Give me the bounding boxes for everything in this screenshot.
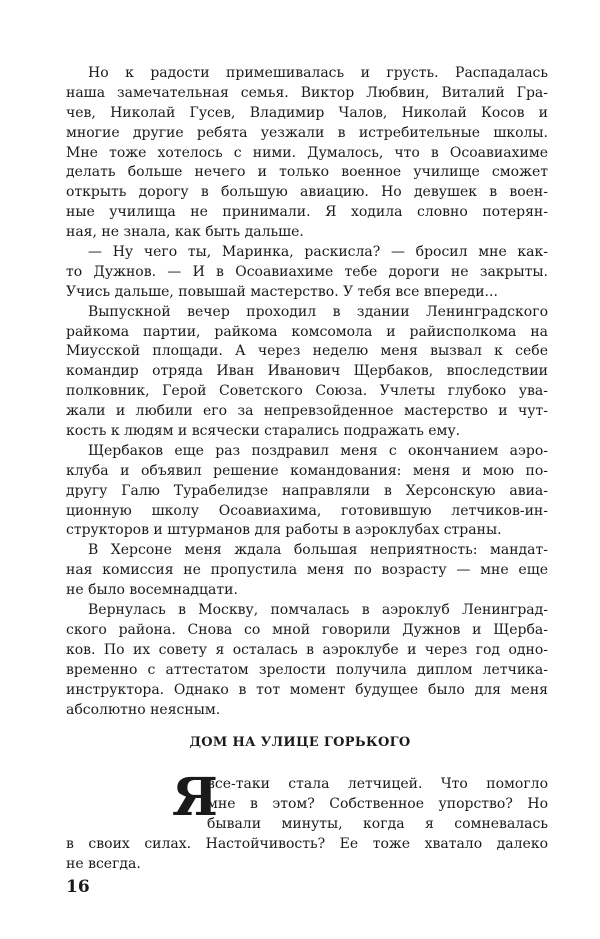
text-line: ского района. Снова со мной говорили Дужнов и Щерба- bbox=[66, 621, 548, 638]
text-line: не было восемнадцати. bbox=[66, 582, 238, 599]
text-line: Вернулась в Москву, помчалась в аэроклуб Ленинград- bbox=[88, 602, 548, 619]
text-line: Миусской площади. А через неделю меня вызвал к себе bbox=[66, 343, 548, 360]
text-line: не всегда. bbox=[66, 855, 141, 872]
text-line: временно с аттестатом зрелости получила диплом летчика- bbox=[66, 661, 548, 678]
text-line: — Ну чего ты, Маринка, раскисла? — бросил мне как- bbox=[88, 244, 548, 261]
drop-cap: Я bbox=[172, 767, 218, 828]
text-line: чев, Николай Гусев, Владимир Чалов, Николай Косов и bbox=[66, 104, 548, 121]
text-line: наша замечательная семья. Виктор Любвин, Виталий Гра- bbox=[66, 84, 548, 101]
text-line: многие другие ребята уезжали в истребительные школы. bbox=[66, 124, 548, 141]
text-line: ционную школу Осоавиахима, готовившую летчиков-ин- bbox=[66, 502, 548, 519]
text-line: Выпускной вечер проходил в здании Ленинградского bbox=[88, 303, 548, 320]
page-number: 16 bbox=[66, 877, 90, 897]
text-line: райкома партии, райкома комсомола и райисполкома на bbox=[66, 323, 548, 340]
text-line: делать больше нечего и только военное училище сможет bbox=[66, 164, 548, 181]
text-line: Мне тоже хотелось с ними. Думалось, что в Осоавиахиме bbox=[66, 144, 548, 161]
text-line: Щербаков еще раз поздравил меня с окончанием аэро- bbox=[88, 442, 548, 459]
text-line: в своих силах. Настойчивость? Ее тоже хватало далеко bbox=[66, 835, 548, 852]
text-line: клуба и объявил решение командования: меня и мою по- bbox=[66, 462, 548, 479]
text-line: Учись дальше, повышай мастерство. У тебя все впереди... bbox=[66, 283, 498, 300]
text-line: структоров и штурманов для работы в аэроклубах страны. bbox=[66, 522, 502, 539]
text-line: Но к радости примешивалась и грусть. Распадалась bbox=[88, 65, 548, 81]
text-line: В Херсоне меня ждала большая неприятность: мандат- bbox=[88, 542, 548, 559]
text-line: полковник, Герой Советского Союза. Учлеты глубоко ува- bbox=[66, 383, 548, 400]
text-line: мне в этом? Собственное упорство? Но bbox=[207, 795, 548, 812]
text-line: ная комиссия не пропустила меня по возрасту — мне еще bbox=[66, 562, 548, 579]
text-line: ная, не знала, как быть дальше. bbox=[66, 224, 304, 241]
paragraph bbox=[66, 243, 548, 303]
text-line: ные училища не принимали. Я ходила словно потерян- bbox=[66, 204, 548, 221]
text-line: открыть дорогу в большую авиацию. Но девушек в воен- bbox=[66, 184, 548, 201]
paragraph bbox=[66, 601, 548, 720]
text-line: то Дужнов. — И в Осоавиахиме тебе дороги не закрыты. bbox=[66, 263, 548, 280]
text-line: командир отряда Иван Иванович Щербаков, впоследствии bbox=[66, 363, 548, 380]
text-line: абсолютно неясным. bbox=[66, 701, 221, 718]
text-line: все-таки стала летчицей. Что помогло bbox=[207, 776, 548, 792]
paragraph bbox=[66, 541, 548, 601]
text-line: ков. По их совету я осталась в аэроклубе и через год одно- bbox=[66, 641, 548, 658]
text-line: жали и любили его за непревзойденное мастерство и чут- bbox=[66, 403, 548, 420]
paragraph bbox=[66, 303, 548, 442]
section-heading: ДОМ НА УЛИЦЕ ГОРЬКОГО bbox=[189, 735, 411, 750]
body-text bbox=[66, 64, 548, 720]
text-line: кость к людям и всячески старались подражать ему. bbox=[66, 423, 461, 440]
text-line: другу Галю Турабелидзе направляли в Херсонскую авиа- bbox=[66, 482, 548, 499]
text-line: инструктора. Однако в тот момент будущее было для меня bbox=[66, 681, 548, 698]
paragraph bbox=[66, 442, 548, 541]
paragraph bbox=[66, 64, 548, 243]
text-line: бывали минуты, когда я сомневалась bbox=[207, 815, 548, 832]
section-opening-paragraph bbox=[66, 767, 548, 874]
